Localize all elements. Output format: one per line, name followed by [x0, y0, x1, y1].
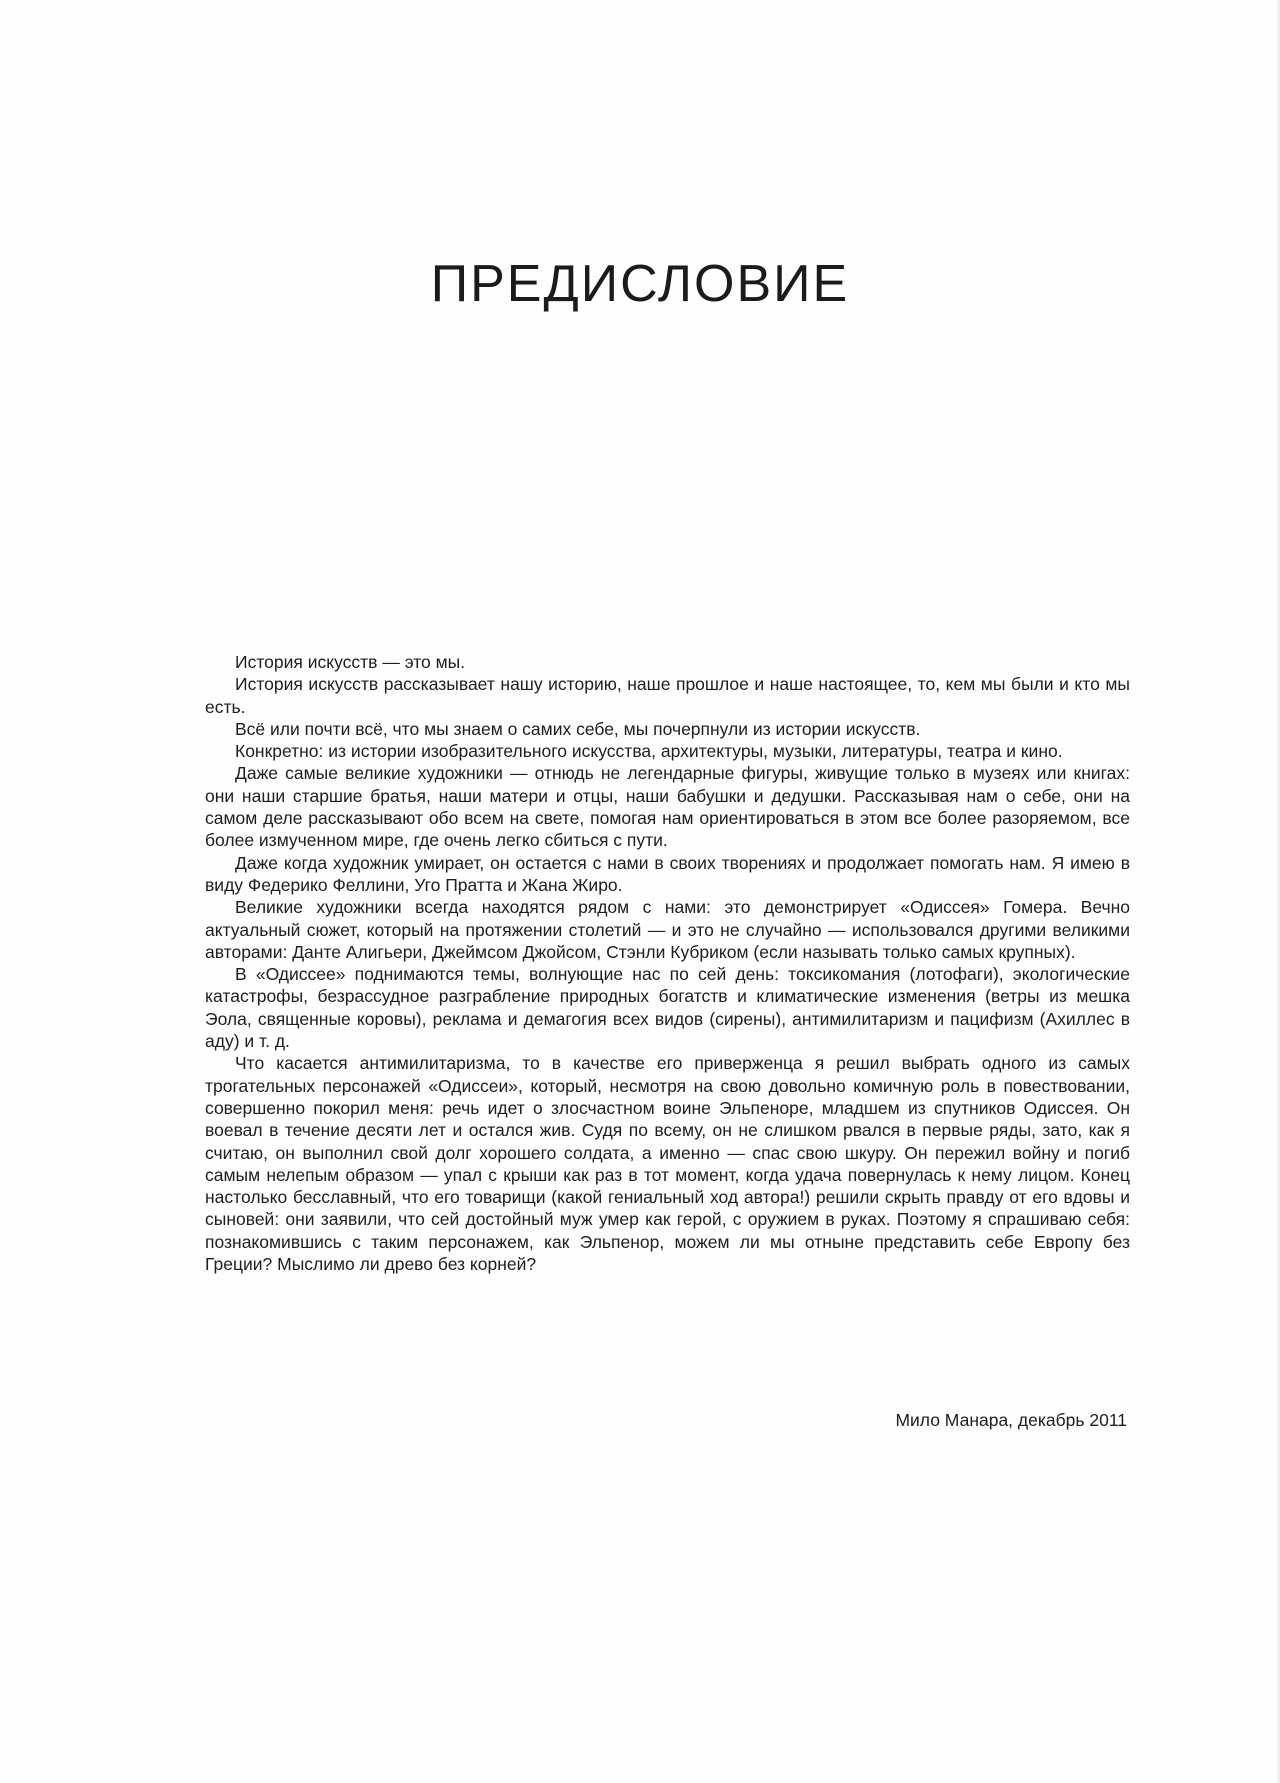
paragraph: Великие художники всегда находятся рядом с нами: это демонстрирует «Одиссея» Гомера. Вечно актуальный сюжет, который на протяжении столетий — и это не случайно — использовался другими великими авторами: Данте Алигьери, Джеймсом Джойсом, Стэнли Кубриком (если называть только самых крупных).: [205, 897, 1130, 962]
paragraph: История искусств рассказывает нашу историю, наше прошлое и наше настоящее, то, кем мы были и кто мы есть.: [205, 674, 1130, 717]
paragraph: Даже самые великие художники — отнюдь не легендарные фигуры, живущие только в музеях или книгах: они наши старшие братья, наши матери и отцы, наши бабушки и дедушки. Рассказывая нам о себе, они на самом деле рассказывают обо всем на свете, помогая нам ориентироваться в этом все более разоряемом, все более измученном мире, где очень легко сбиться с пути.: [205, 763, 1130, 851]
paragraph: В «Одиссее» поднимаются темы, волнующие нас по сей день: токсикомания (лотофаги), экологические катастрофы, безрассудное разграбление природных богатств и климатические изменения (ветры из мешка Эола, священные коровы), реклама и демагогия всех видов (сирены), антимилитаризм и пацифизм (Ахиллес в аду) и т. д.: [205, 964, 1130, 1052]
author-signature: Мило Манара, декабрь 2011: [895, 1410, 1127, 1430]
page-title: ПРЕДИСЛОВИЕ: [430, 255, 850, 313]
paragraph: Даже когда художник умирает, он остается с нами в своих творениях и продолжает помогать нам. Я имею в виду Федерико Феллини, Уго Пратта и Жана Жиро.: [205, 852, 1130, 895]
paragraph: История искусств — это мы.: [235, 652, 466, 672]
paragraph: Всё или почти всё, что мы знаем о самих себе, мы почерпнули из истории искусств.: [235, 718, 921, 739]
preface-body: [205, 651, 1130, 1275]
paragraph: Конкретно: из истории изобразительного искусства, архитектуры, музыки, литературы, театра и кино.: [235, 741, 1063, 762]
paragraph: Что касается антимилитаризма, то в качестве его приверженца я решил выбрать одного из самых трогательных персонажей «Одиссеи», который, несмотря на свою довольно комичную роль в повествовании, совершенно покорил меня: речь идет о злосчастном воине Эльпеноре, младшем из спутников Одиссея. Он воевал в течение десяти лет и остался жив. Судя по всему, он не слишком рвался в первые ряды, зато, как я считаю, он выполнил свой долг хорошего солдата, а именно — спас свою шкуру. Он пережил войну и погиб самым нелепым образом — упал с крыши как раз в тот момент, когда удача повернулась к нему лицом. Конец настолько бесславный, что его товарищи (какой гениальный ход автора!) решили скрыть правду от его вдовы и сыновей: они заявили, что сей достойный муж умер как герой, с оружием в руках. Поэтому я спрашиваю себя: познакомившись с таким персонажем, как Эльпенор, можем ли мы отныне представить себе Европу без Греции? Мыслимо ли древо без корней?: [205, 1053, 1130, 1275]
